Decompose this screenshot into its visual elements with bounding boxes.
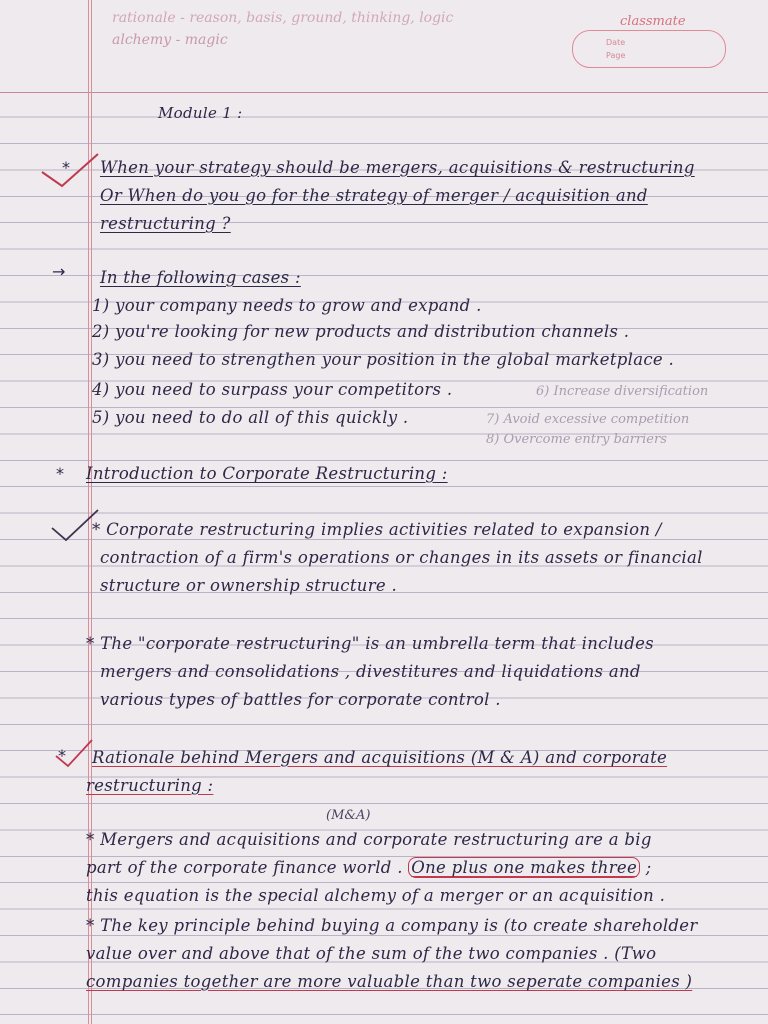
question-line-2: Or When do you go for the strategy of merger / acquisition and [100, 186, 648, 205]
para1-line-1: * Corporate restructuring implies activities related to expansion / [92, 520, 662, 539]
brand-date-box [572, 30, 726, 68]
para3-line-2c: ; [645, 858, 652, 877]
para3-line-2a: part of the corporate finance world . [86, 858, 403, 877]
case-item-5: 5) you need to do all of this quickly . [92, 408, 409, 427]
page-label: Page [606, 51, 626, 60]
para2-line-2: mergers and consolidations , divestitures and liquidations and [100, 662, 641, 681]
arrow-icon: → [52, 262, 66, 281]
module-title: Module 1 : [158, 104, 243, 122]
para3-line-1: * Mergers and acquisitions and corporate restructuring are a big [86, 830, 652, 849]
faint-header-line-2: alchemy - magic [112, 32, 228, 48]
date-label: Date [606, 38, 626, 47]
case-extra-6: 6) Increase diversification [536, 384, 709, 399]
para2-line-1: * The "corporate restructuring" is an umbrella term that includes [86, 634, 654, 653]
question-line-1: When your strategy should be mergers, acquisitions & restructuring [100, 158, 695, 177]
highlight-one-plus-one: One plus one makes three [408, 857, 640, 878]
para3-line-4: * The key principle behind buying a company is (to create shareholder [86, 916, 698, 935]
mna-note: (M&A) [326, 808, 371, 823]
star-bullet: * [62, 158, 70, 177]
rationale-heading-line-2: restructuring : [86, 776, 214, 795]
case-item-4: 4) you need to surpass your competitors . [92, 380, 453, 399]
red-check-icon [40, 150, 100, 190]
intro-heading: Introduction to Corporate Restructuring : [86, 464, 448, 483]
para3-line-6: companies together are more valuable than two seperate companies ) [86, 972, 693, 991]
faint-header-line-1: rationale - reason, basis, ground, thinking, logic [112, 10, 454, 26]
cases-intro: In the following cases : [100, 268, 301, 287]
star-bullet: * [56, 464, 64, 483]
question-line-3: restructuring ? [100, 214, 231, 233]
para3-line-2 [86, 858, 651, 877]
case-extra-8: 8) Overcome entry barriers [486, 432, 667, 447]
case-extra-7: 7) Avoid excessive competition [486, 412, 690, 427]
case-item-2: 2) you're looking for new products and distribution channels . [92, 322, 630, 341]
case-item-3: 3) you need to strengthen your position in the global marketplace . [92, 350, 675, 369]
rationale-heading-line-1: Rationale behind Mergers and acquisitions (M & A) and corporate [92, 748, 668, 767]
para3-line-5: value over and above that of the sum of the two companies . (Two [86, 944, 657, 963]
para2-line-3: various types of battles for corporate control . [100, 690, 501, 709]
para3-line-3: this equation is the special alchemy of a merger or an acquisition . [86, 886, 666, 905]
star-bullet: * [58, 746, 66, 765]
header-rule [0, 92, 768, 93]
case-item-1: 1) your company needs to grow and expand . [92, 296, 482, 315]
para1-line-3: structure or ownership structure . [100, 576, 398, 595]
brand-logo: classmate [620, 14, 686, 29]
para1-line-2: contraction of a firm's operations or changes in its assets or financial [100, 548, 703, 567]
